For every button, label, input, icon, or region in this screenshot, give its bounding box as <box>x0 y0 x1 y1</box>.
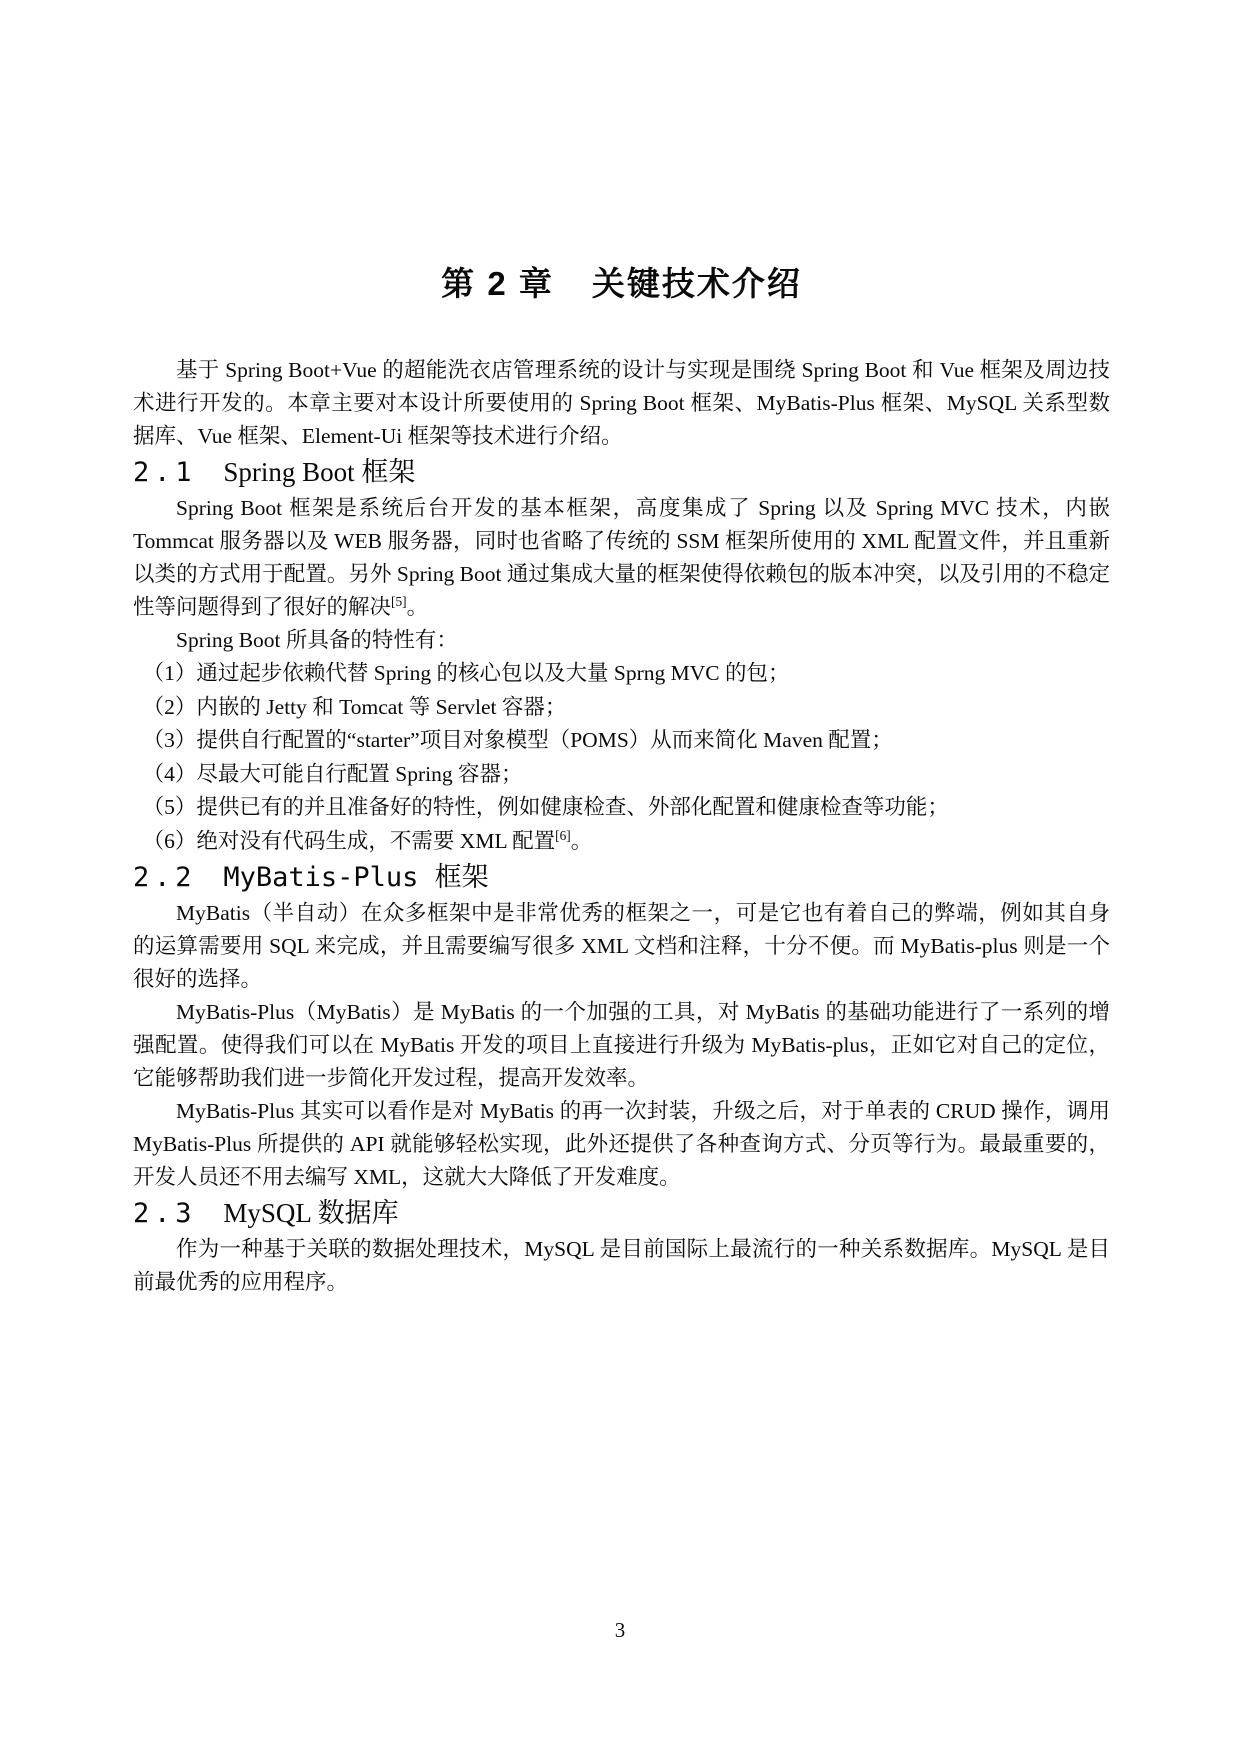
section-heading-2-3 <box>133 1194 1110 1233</box>
section-2-2-paragraph-2: MyBatis-Plus（MyBatis）是 MyBatis 的一个加强的工具，对 MyBatis 的基础功能进行了一系列的增强配置。使得我们可以在 MyBatis 开发的项目上直接进行升级为 MyBatis-plus，正如它对自己的定位，它能够帮助我们进一步简化开发过程，提高开发效率。 <box>133 1000 1110 1090</box>
citation-ref-5: [5] <box>391 593 407 609</box>
feature-item-2: （2）内嵌的 Jetty 和 Tomcat 等 Servlet 容器； <box>142 694 567 719</box>
section-title: Spring Boot 框架 <box>223 457 416 487</box>
intro-paragraph: 基于 Spring Boot+Vue 的超能洗衣店管理系统的设计与实现是围绕 Spring Boot 和 Vue 框架及周边技术进行开发的。本章主要对本设计所要使用的 Spring Boot 框架、MyBatis-Plus 框架、MySQL 关系型数据库、Vue 框架、Element-Ui 框架等技术进行介绍。 <box>133 358 1110 448</box>
section-2-1-paragraph-2: Spring Boot 所具备的特性有： <box>176 628 458 652</box>
feature-item-5: （5）提供已有的并且准备好的特性，例如健康检查、外部化配置和健康检查等功能； <box>142 795 949 819</box>
feature-item-1: （1）通过起步依赖代替 Spring 的核心包以及大量 Sprng MVC 的包； <box>142 661 790 685</box>
feature-text: 。 <box>570 828 593 853</box>
chapter-name: 关键技术介绍 <box>591 265 802 302</box>
section-number: 2.2 <box>133 862 197 893</box>
feature-item-3: （3）提供自行配置的“starter”项目对象模型（POMS）从而来简化 Maven 配置； <box>142 728 893 752</box>
feature-item-6 <box>133 825 1110 859</box>
paragraph-text: 。 <box>406 595 429 619</box>
chapter-number: 第 2 章 <box>441 265 554 302</box>
section-number: 2.3 <box>133 1198 197 1229</box>
section-heading-2-1 <box>133 453 1110 492</box>
page-number: 3 <box>614 1618 626 1642</box>
chapter-title <box>133 262 1110 306</box>
section-title: MySQL 数据库 <box>223 1198 399 1228</box>
section-title: MyBatis-Plus 框架 <box>223 862 489 893</box>
section-2-3-paragraph-1: 作为一种基于关联的数据处理技术，MySQL 是目前国际上最流行的一种关系数据库。MySQL 是目前最优秀的应用程序。 <box>133 1237 1110 1294</box>
section-heading-2-2 <box>133 858 1110 897</box>
feature-item-4: （4）尽最大可能自行配置 Spring 容器； <box>142 761 523 786</box>
paragraph-text: Spring Boot 框架是系统后台开发的基本框架，高度集成了 Spring 以及 Spring MVC 技术，内嵌 Tommcat 服务器以及 WEB 服务器，同时也省略了传统的 SSM 框架所使用的 XML 配置文件，并且重新以类的方式用于配置。另外 Spring Boot 通过集成大量的框架使得依赖包的版本冲突，以及引用的不稳定性等问题得到了很好的解决 <box>133 496 1110 619</box>
section-number: 2.1 <box>133 457 197 488</box>
section-2-1-paragraph-1 <box>133 492 1110 624</box>
citation-ref-6: [6] <box>555 827 571 843</box>
feature-list <box>133 657 1110 858</box>
section-2-2-paragraph-1: MyBatis（半自动）在众多框架中是非常优秀的框架之一，可是它也有着自己的弊端，例如其自身的运算需要用 SQL 来完成，并且需要编写很多 XML 文档和注释，十分不便。而 MyBatis-plus 则是一个很好的选择。 <box>133 901 1110 991</box>
feature-text: （6）绝对没有代码生成，不需要 XML 配置 <box>142 828 556 853</box>
section-2-2-paragraph-3: MyBatis-Plus 其实可以看作是对 MyBatis 的再一次封装，升级之后，对于单表的 CRUD 操作，调用 MyBatis-Plus 所提供的 API 就能够轻松实现，此外还提供了各种查询方式、分页等行为。最最重要的，开发人员还不用去编写 XML，这就大大降低了开发难度。 <box>133 1099 1110 1189</box>
